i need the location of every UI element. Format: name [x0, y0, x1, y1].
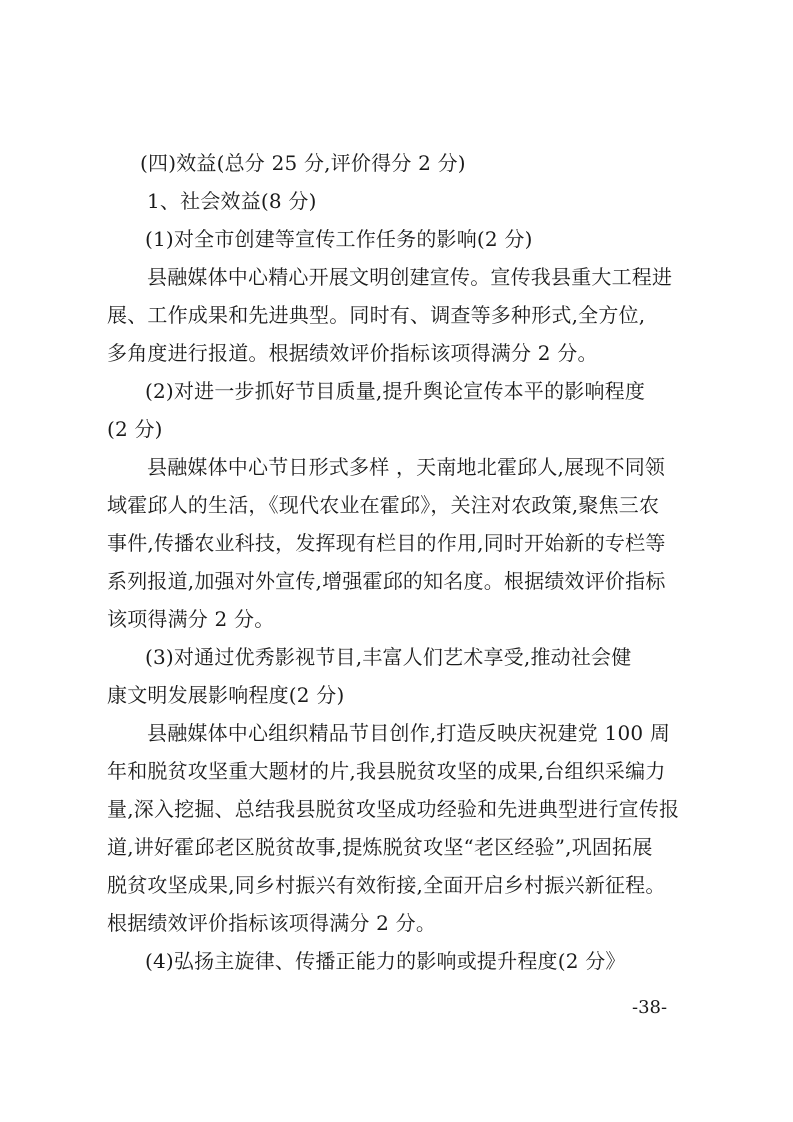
paragraph-line: 该项得满分 2 分。: [107, 607, 275, 631]
paragraph-line: 根据绩效评价指标该项得满分 2 分。: [107, 911, 437, 935]
paragraph-line: 脱贫攻坚成果,同乡村振兴有效衔接,全面开启乡村振兴新征程。: [107, 873, 666, 897]
paragraph-line: 域霍邱人的生活，《现代农业在霍邱》，关注对农政策,聚焦三农: [107, 493, 660, 517]
paragraph-line: 县融媒体中心节日形式多样 ，天南地北霍邱人,展现不同领: [147, 455, 666, 479]
paragraph-line: 年和脱贫攻坚重大题材的片,我县脱贫攻坚的成果,台组织采编力: [107, 759, 666, 783]
item-heading-3-continued: 康文明发展影响程度(2 分): [107, 683, 345, 707]
paragraph-line: 系列报道,加强对外宣传,增强霍邱的知名度。根据绩效评价指标: [107, 569, 666, 593]
page-number: -38-: [632, 997, 668, 1018]
paragraph-line: 事件,传播农业科技，发挥现有栏目的作用,同时开始新的专栏等: [107, 531, 666, 555]
paragraph-line: 多角度进行报道。根据绩效评价指标该项得满分 2 分。: [107, 341, 598, 365]
paragraph-line: 道,讲好霍邱老区脱贫故事,提炼脱贫攻坚“老区经验”,巩固拓展: [107, 835, 653, 859]
item-heading-2: (2)对进一步抓好节目质量,提升舆论宣传本平的影响程度: [145, 379, 646, 403]
item-heading-1: (1)对全市创建等宣传工作任务的影响(2 分): [145, 227, 533, 251]
item-heading-3: (3)对通过优秀影视节目,丰富人们艺术享受,推动社会健: [145, 645, 632, 669]
item-heading-2-continued: (2 分): [107, 417, 163, 441]
paragraph-line: 县融媒体中心精心开展文明创建宣传。宣传我县重大工程进: [147, 265, 673, 289]
section-heading-benefits: (四)效益(总分 25 分,评价得分 2 分): [140, 151, 466, 175]
paragraph-line: 量,深入挖掘、总结我县脱贫攻坚成功经验和先进典型进行宣传报: [107, 797, 680, 821]
item-heading-4: (4)弘扬主旋律、传播正能力的影响或提升程度(2 分》: [145, 949, 626, 973]
paragraph-line: 县融媒体中心组织精品节目创作,打造反映庆祝建党 100 周: [147, 721, 671, 745]
paragraph-line: 展、工作成果和先进典型。同时有、调查等多种形式,全方位,: [107, 303, 646, 327]
subsection-heading-social-benefits: 1、社会效益(8 分): [147, 189, 317, 213]
